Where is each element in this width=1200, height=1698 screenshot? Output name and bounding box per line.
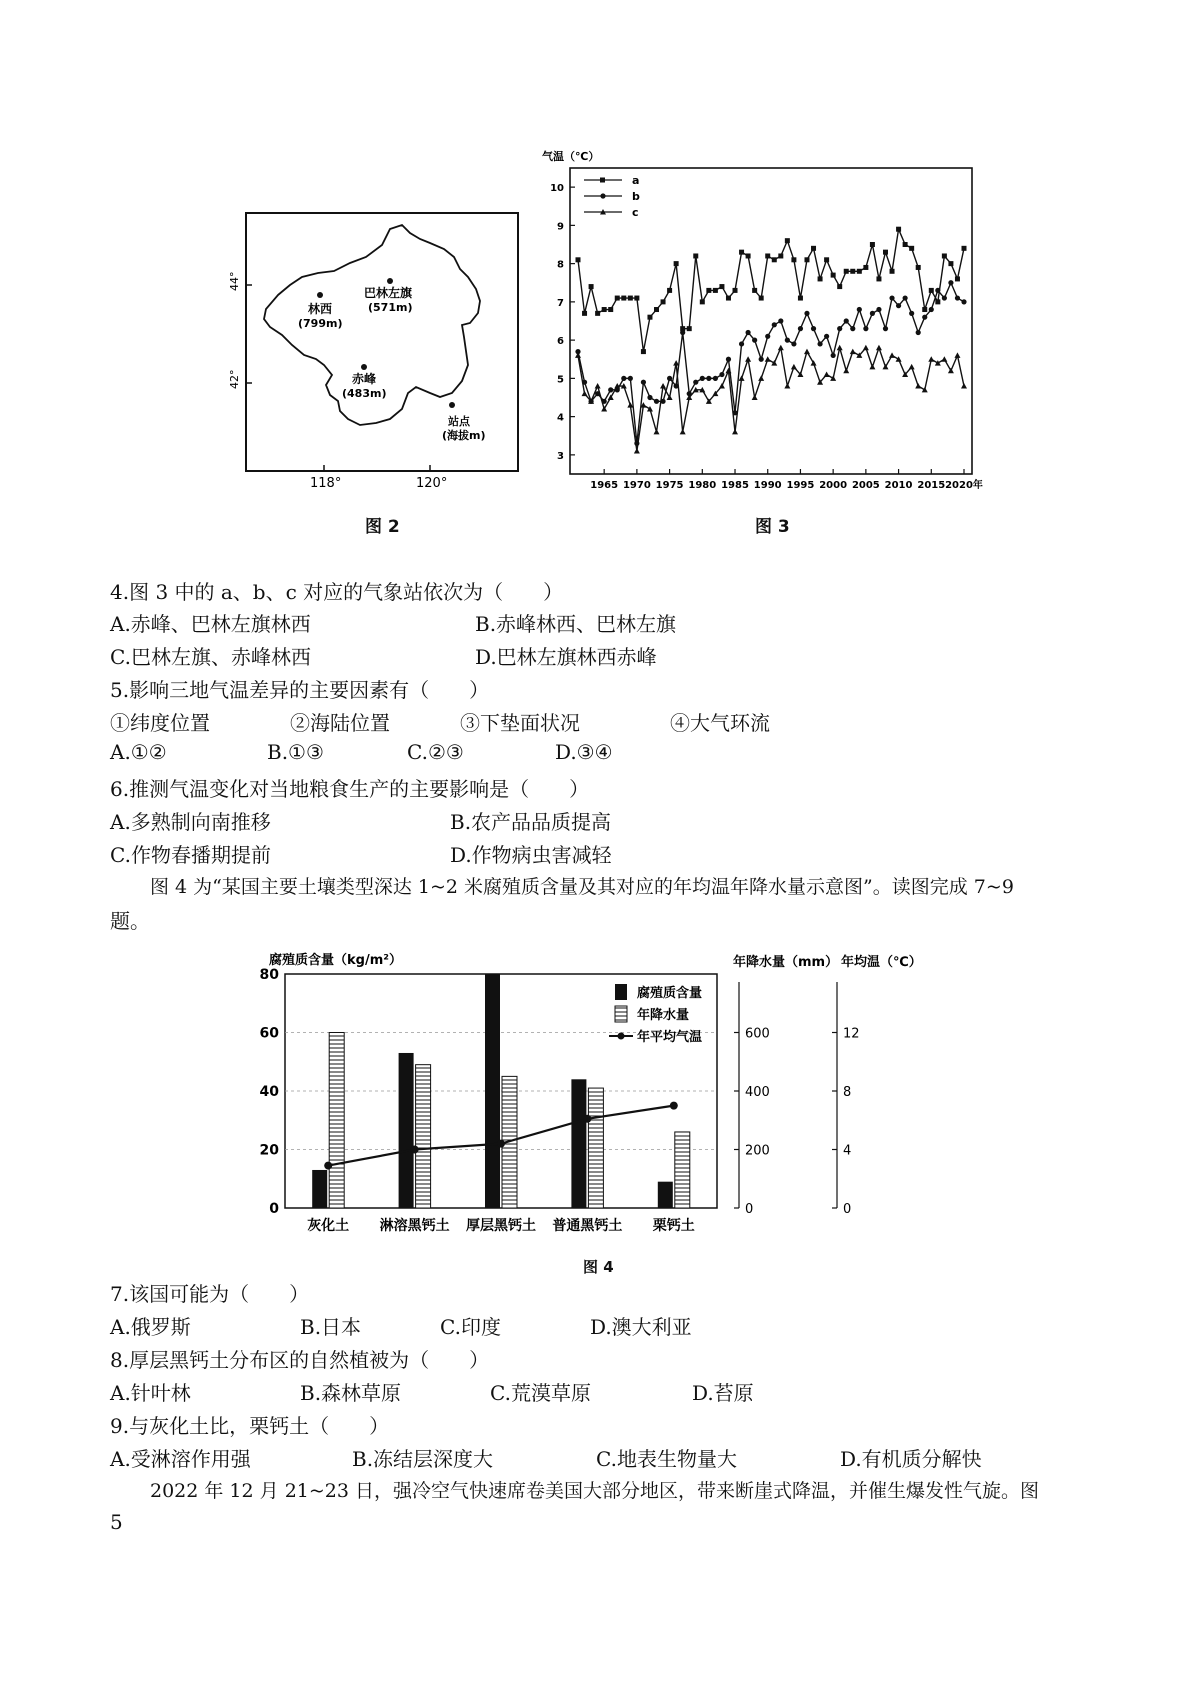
fig3-legend-label-a: a <box>632 174 640 187</box>
fig5-intro-line2: 5 <box>110 1510 123 1534</box>
fig3-point-b <box>935 288 940 293</box>
fig5-intro-line1: 2022 年 12 月 21~23 日，强冷空气快速席卷美国大部分地区，带来断崖式降温，并催生爆发性气旋。图 <box>150 1480 1040 1502</box>
question-8-stem: 8.厚层黑钙土分布区的自然植被为（ ） <box>110 1348 490 1372</box>
fig3-point-b <box>870 311 875 316</box>
fig3-point-b <box>948 280 953 285</box>
fig3-point-a <box>719 284 724 289</box>
fig4-bar-humus <box>312 1170 327 1208</box>
q7-option-a[interactable]: A.俄罗斯 <box>110 1315 191 1339</box>
q9-option-b[interactable]: B.冻结层深度大 <box>352 1447 494 1471</box>
fig3-ytick-label: 5 <box>557 374 564 386</box>
fig3-point-a <box>883 250 888 255</box>
fig3-point-c <box>928 356 934 362</box>
fig3-point-a <box>824 257 829 262</box>
question-5-stem: 5.影响三地气温差异的主要因素有（ ） <box>110 678 490 702</box>
fig3-point-c <box>739 375 745 381</box>
fig3-point-a <box>935 299 940 304</box>
fig3-point-c <box>811 360 817 366</box>
fig3-point-b <box>955 295 960 300</box>
figure-2-caption: 图 2 <box>365 517 400 537</box>
fig3-point-c <box>784 383 790 389</box>
fig3-ytick-label: 6 <box>557 336 564 348</box>
fig3-point-a <box>785 238 790 243</box>
q7-option-b[interactable]: B.日本 <box>300 1315 362 1339</box>
fig3-ytick-label: 7 <box>557 297 564 309</box>
fig3-point-b <box>896 303 901 308</box>
station-alt-balinzuoqi: (571m) <box>368 301 413 314</box>
fig3-point-a <box>647 315 652 320</box>
fig3-point-c <box>837 345 843 351</box>
fig3-point-a <box>621 296 626 301</box>
fig4-y2label: 年降水量（mm） <box>733 955 839 970</box>
q6-option-b[interactable]: B.农产品品质提高 <box>450 810 612 834</box>
fig3-point-a <box>863 265 868 270</box>
fig3-point-c <box>752 395 758 401</box>
fig3-point-b <box>811 326 816 331</box>
fig3-point-a <box>876 276 881 281</box>
q8-option-d[interactable]: D.苔原 <box>692 1381 754 1405</box>
fig3-point-c <box>954 352 960 358</box>
fig4-temp-point <box>411 1146 419 1154</box>
fig3-point-c <box>595 383 601 389</box>
fig3-point-b <box>883 326 888 331</box>
fig3-point-b <box>719 372 724 377</box>
question-4-stem: 4.图 3 中的 a、b、c 对应的气象站依次为（ ） <box>110 580 564 604</box>
fig3-point-b <box>850 326 855 331</box>
fig3-point-c <box>804 349 810 355</box>
fig3-point-a <box>896 227 901 232</box>
fig3-point-a <box>752 288 757 293</box>
fig3-point-a <box>818 276 823 281</box>
fig3-point-b <box>765 334 770 339</box>
fig3-xtick-label: 1980 <box>688 480 717 491</box>
fig3-point-c <box>896 356 902 362</box>
fig3-point-c <box>647 406 653 412</box>
q8-option-b[interactable]: B.森林草原 <box>300 1381 402 1405</box>
q5-option-b[interactable]: B.①③ <box>267 740 324 764</box>
fig3-point-c <box>608 395 614 401</box>
fig3-point-c <box>922 387 928 393</box>
fig4-category-label: 厚层黑钙土 <box>466 1218 536 1234</box>
figure-3-chart <box>540 140 983 500</box>
fig4-y1tick-label: 0 <box>269 1201 279 1217</box>
fig3-point-c <box>778 345 784 351</box>
fig4-temp-point <box>583 1115 591 1123</box>
lat-tick-42: 42° <box>228 369 241 389</box>
fig4-y2tick-label: 600 <box>745 1026 770 1042</box>
station-alt-linxi: (799m) <box>298 317 343 330</box>
fig3-xtick-label: 1985 <box>721 480 749 491</box>
fig3-point-b <box>647 395 652 400</box>
fig3-point-a <box>733 288 738 293</box>
fig3-point-b <box>824 334 829 339</box>
fig3-point-b <box>922 315 927 320</box>
fig4-temp-line <box>328 1106 674 1166</box>
fig3-point-a <box>778 253 783 258</box>
fig3-series-line-b <box>578 283 964 444</box>
fig4-y1tick-label: 40 <box>259 1084 279 1100</box>
fig3-point-c <box>634 448 640 454</box>
fig3-point-c <box>680 429 686 435</box>
fig3-point-b <box>726 357 731 362</box>
fig3-point-b <box>752 338 757 343</box>
fig3-point-b <box>778 318 783 323</box>
lon-tick-118: 118° <box>310 476 342 491</box>
fig4-y1tick-label: 80 <box>259 967 279 983</box>
fig3-point-b <box>798 326 803 331</box>
fig4-y3tick-label: 4 <box>843 1143 852 1159</box>
station-name-chifeng: 赤峰 <box>352 372 377 386</box>
q4-option-c[interactable]: C.巴林左旗、赤峰林西 <box>110 645 311 669</box>
fig4-legend-temp-label: 年平均气温 <box>637 1030 703 1045</box>
fig3-point-a <box>811 246 816 251</box>
fig3-point-c <box>889 352 895 358</box>
fig3-point-b <box>837 326 842 331</box>
fig3-point-b <box>667 376 672 381</box>
question-7-stem: 7.该国可能为（ ） <box>110 1282 310 1306</box>
fig3-ytick-label: 9 <box>557 221 564 233</box>
fig3-point-a <box>615 296 620 301</box>
q5-item-2: ②海陆位置 <box>290 711 390 735</box>
fig4-bar-humus <box>399 1053 414 1208</box>
fig3-point-b <box>876 307 881 312</box>
fig4-y1tick-label: 60 <box>259 1025 279 1042</box>
fig4-category-label: 栗钙土 <box>652 1218 695 1234</box>
fig4-y1label: 腐殖质含量（kg/m²） <box>269 953 402 968</box>
fig3-legend-marker-b <box>600 193 605 198</box>
station-alt-chifeng: (483m) <box>342 387 387 400</box>
fig3-point-a <box>693 253 698 258</box>
fig3-point-a <box>739 250 744 255</box>
fig4-legend-precip-swatch <box>615 1006 627 1022</box>
fig3-point-c <box>575 352 581 358</box>
fig4-category-label: 灰化土 <box>307 1218 350 1234</box>
fig3-point-a <box>962 246 967 251</box>
fig3-xtick-label: 2005 <box>851 480 880 491</box>
fig3-point-c <box>843 368 849 374</box>
fig3-xtick-label: 1970 <box>622 480 651 491</box>
fig4-temp-point <box>497 1140 505 1148</box>
fig3-point-a <box>759 296 764 301</box>
fig4-bar-precip <box>329 1033 344 1209</box>
fig3-ylabel: 气温（℃） <box>542 150 600 163</box>
fig4-bar-humus <box>485 974 500 1208</box>
q4-option-a[interactable]: A.赤峰、巴林左旗林西 <box>110 612 311 636</box>
fig3-point-a <box>576 257 581 262</box>
fig3-point-a <box>942 253 947 258</box>
fig3-point-a <box>634 296 639 301</box>
fig3-point-a <box>948 261 953 266</box>
q6-option-a[interactable]: A.多熟制向南推移 <box>110 810 271 834</box>
fig3-point-c <box>673 360 679 366</box>
fig3-point-b <box>772 322 777 327</box>
fig3-xtick-label: 2010 <box>884 480 913 491</box>
fig3-point-a <box>661 299 666 304</box>
fig4-legend-humus-label: 腐殖质含量 <box>637 986 703 1001</box>
q5-option-d[interactable]: D.③④ <box>555 740 613 764</box>
fig3-point-b <box>916 330 921 335</box>
fig3-point-c <box>863 345 869 351</box>
fig3-point-b <box>628 376 633 381</box>
fig3-point-b <box>746 330 751 335</box>
fig4-y2tick-label: 200 <box>745 1143 770 1159</box>
fig3-point-b <box>817 341 822 346</box>
fig3-point-b <box>909 311 914 316</box>
fig3-point-c <box>915 383 921 389</box>
fig4-intro-line1: 图 4 为“某国主要土壤类型深达 1~2 米腐殖质含量及其对应的年均温年降水量示意图”。读图完成 7~9 <box>150 876 1014 898</box>
fig3-point-c <box>830 375 836 381</box>
fig3-point-b <box>857 307 862 312</box>
fig3-ytick-label: 8 <box>557 259 564 271</box>
station-dot-balinzuoqi <box>387 278 393 284</box>
lat-tick-44: 44° <box>228 271 241 291</box>
legend-altitude-label: (海拔m) <box>442 429 486 442</box>
fig3-point-a <box>903 242 908 247</box>
fig3-point-a <box>791 257 796 262</box>
fig3-point-c <box>667 395 673 401</box>
fig4-legend-humus-swatch <box>615 984 627 1000</box>
fig4-bar-precip <box>588 1088 603 1208</box>
fig3-point-c <box>732 429 738 435</box>
fig3-point-b <box>706 376 711 381</box>
q6-option-c[interactable]: C.作物春播期提前 <box>110 843 271 867</box>
fig3-point-c <box>758 375 764 381</box>
fig3-xtick-label: 1995 <box>786 480 815 491</box>
fig3-point-a <box>857 269 862 274</box>
station-dot-chifeng <box>361 364 367 370</box>
fig4-legend-temp-marker <box>618 1033 625 1040</box>
fig3-point-a <box>844 269 849 274</box>
fig3-point-c <box>941 356 947 362</box>
q5-item-3: ③下垫面状况 <box>460 711 580 735</box>
fig3-point-a <box>804 257 809 262</box>
fig3-point-b <box>831 353 836 358</box>
q7-option-c[interactable]: C.印度 <box>440 1315 501 1339</box>
fig3-ytick-label: 4 <box>557 412 564 424</box>
fig3-point-a <box>674 261 679 266</box>
fig3-point-c <box>882 364 888 370</box>
fig3-point-a <box>713 288 718 293</box>
fig3-series-line-a <box>578 229 964 351</box>
fig3-point-b <box>654 399 659 404</box>
q8-option-a[interactable]: A.针叶林 <box>110 1381 191 1405</box>
fig3-point-a <box>628 296 633 301</box>
fig3-point-c <box>725 368 731 374</box>
q7-option-d[interactable]: D.澳大利亚 <box>590 1315 692 1339</box>
figure-4-chart <box>255 950 945 1240</box>
fig4-bar-humus <box>571 1079 586 1208</box>
legend-station-label: 站点 <box>448 415 470 428</box>
question-6-stem: 6.推测气温变化对当地粮食生产的主要影响是（ ） <box>110 777 590 801</box>
q5-option-c[interactable]: C.②③ <box>407 740 464 764</box>
fig3-point-a <box>765 253 770 258</box>
fig4-bar-precip <box>416 1065 431 1208</box>
fig3-point-a <box>798 296 803 301</box>
fig3-xtick-label: 1965 <box>590 480 619 491</box>
q5-option-a[interactable]: A.①② <box>110 740 167 764</box>
fig3-point-a <box>582 311 587 316</box>
fig4-temp-point <box>324 1162 332 1170</box>
fig3-point-b <box>844 318 849 323</box>
q5-item-4: ④大气环流 <box>670 711 770 735</box>
q4-option-b[interactable]: B.赤峰林西、巴林左旗 <box>475 612 677 636</box>
figure-3-caption: 图 3 <box>755 517 790 537</box>
q4-option-d[interactable]: D.巴林左旗林西赤峰 <box>475 645 657 669</box>
fig3-point-a <box>726 296 731 301</box>
fig3-legend-marker-a <box>600 178 605 183</box>
fig4-category-label: 普通黑钙土 <box>552 1218 623 1234</box>
fig3-point-b <box>700 376 705 381</box>
fig3-point-a <box>706 288 711 293</box>
fig3-point-c <box>582 391 588 397</box>
fig3-point-b <box>929 307 934 312</box>
fig3-point-b <box>889 295 894 300</box>
fig3-point-c <box>869 364 875 370</box>
fig4-y3tick-label: 12 <box>843 1026 860 1042</box>
figure-2-map <box>228 205 530 491</box>
station-dot-linxi <box>317 292 323 298</box>
fig4-y2tick-label: 0 <box>745 1202 754 1217</box>
fig3-point-c <box>601 406 607 412</box>
fig3-point-a <box>589 284 594 289</box>
fig4-y3tick-label: 8 <box>843 1085 852 1100</box>
fig3-point-a <box>831 273 836 278</box>
fig3-point-a <box>746 253 751 258</box>
fig3-point-c <box>745 356 751 362</box>
fig3-point-c <box>876 345 882 351</box>
fig3-point-a <box>916 265 921 270</box>
fig3-point-b <box>804 311 809 316</box>
fig3-point-a <box>850 269 855 274</box>
fig3-point-c <box>771 360 777 366</box>
fig3-point-c <box>660 383 666 389</box>
fig3-point-a <box>922 307 927 312</box>
q8-option-c[interactable]: C.荒漠草原 <box>490 1381 591 1405</box>
legend-station-dot <box>449 402 455 408</box>
fig3-point-a <box>837 284 842 289</box>
fig4-legend-precip-label: 年降水量 <box>637 1008 690 1023</box>
fig3-point-b <box>791 341 796 346</box>
fig3-point-b <box>713 376 718 381</box>
q9-option-c[interactable]: C.地表生物量大 <box>596 1447 737 1471</box>
fig4-y3tick-label: 0 <box>843 1202 852 1217</box>
station-name-balinzuoqi: 巴林左旗 <box>364 286 413 300</box>
fig3-point-a <box>667 288 672 293</box>
fig3-point-a <box>909 246 914 251</box>
fig3-point-a <box>641 349 646 354</box>
fig3-point-c <box>791 364 797 370</box>
fig3-point-b <box>693 380 698 385</box>
fig3-point-c <box>961 383 967 389</box>
fig3-point-c <box>654 429 660 435</box>
fig3-point-a <box>955 276 960 281</box>
fig3-point-c <box>765 356 771 362</box>
fig3-point-a <box>595 311 600 316</box>
fig4-y3label: 年均温（℃） <box>841 955 922 970</box>
fig3-point-a <box>890 269 895 274</box>
fig4-bar-precip <box>675 1132 690 1208</box>
fig3-point-c <box>850 349 856 355</box>
fig3-point-b <box>608 387 613 392</box>
fig3-legend-label-b: b <box>632 190 640 203</box>
station-name-linxi: 林西 <box>308 302 333 316</box>
q9-option-d[interactable]: D.有机质分解快 <box>840 1447 982 1471</box>
figure-4-caption: 图 4 <box>583 1258 614 1276</box>
q6-option-d[interactable]: D.作物病虫害减轻 <box>450 843 612 867</box>
fig3-xtick-label: 2020年 <box>945 480 983 491</box>
fig3-point-a <box>687 326 692 331</box>
fig3-point-c <box>909 364 915 370</box>
q9-option-a[interactable]: A.受淋溶作用强 <box>110 1447 251 1471</box>
fig4-intro-line2: 题。 <box>110 909 150 933</box>
fig3-point-b <box>641 380 646 385</box>
fig3-point-a <box>929 288 934 293</box>
fig3-point-c <box>948 368 954 374</box>
fig3-ytick-label: 10 <box>550 183 564 195</box>
fig3-xtick-label: 2000 <box>819 480 848 491</box>
fig3-point-a <box>654 307 659 312</box>
question-9-stem: 9.与灰化土比，栗钙土（ ） <box>110 1414 390 1438</box>
fig3-point-a <box>772 257 777 262</box>
fig4-bar-humus <box>658 1182 673 1208</box>
fig3-xtick-label: 1975 <box>655 480 684 491</box>
fig3-point-b <box>785 338 790 343</box>
fig4-y2tick-label: 400 <box>745 1085 770 1100</box>
fig3-point-a <box>870 242 875 247</box>
fig3-point-b <box>739 341 744 346</box>
fig3-legend-label-c: c <box>632 206 639 219</box>
fig3-point-b <box>759 357 764 362</box>
fig4-category-label: 淋溶黑钙土 <box>379 1218 450 1234</box>
fig3-xtick-label: 1990 <box>753 480 782 491</box>
fig3-point-b <box>942 295 947 300</box>
fig3-ytick-label: 3 <box>557 450 564 462</box>
fig3-point-c <box>719 383 725 389</box>
fig3-point-a <box>602 307 607 312</box>
fig3-point-c <box>935 360 941 366</box>
fig3-point-b <box>621 376 626 381</box>
q5-item-1: ①纬度位置 <box>110 711 210 735</box>
fig3-point-c <box>824 372 830 378</box>
fig3-point-b <box>961 299 966 304</box>
fig4-y1tick-label: 20 <box>259 1142 279 1159</box>
fig3-point-a <box>700 299 705 304</box>
fig3-point-a <box>608 307 613 312</box>
fig3-point-b <box>903 295 908 300</box>
fig3-point-b <box>863 326 868 331</box>
fig3-point-b <box>680 330 685 335</box>
fig3-xtick-label: 2015 <box>917 480 946 491</box>
fig4-temp-point <box>670 1102 678 1110</box>
lon-tick-120: 120° <box>416 476 448 491</box>
